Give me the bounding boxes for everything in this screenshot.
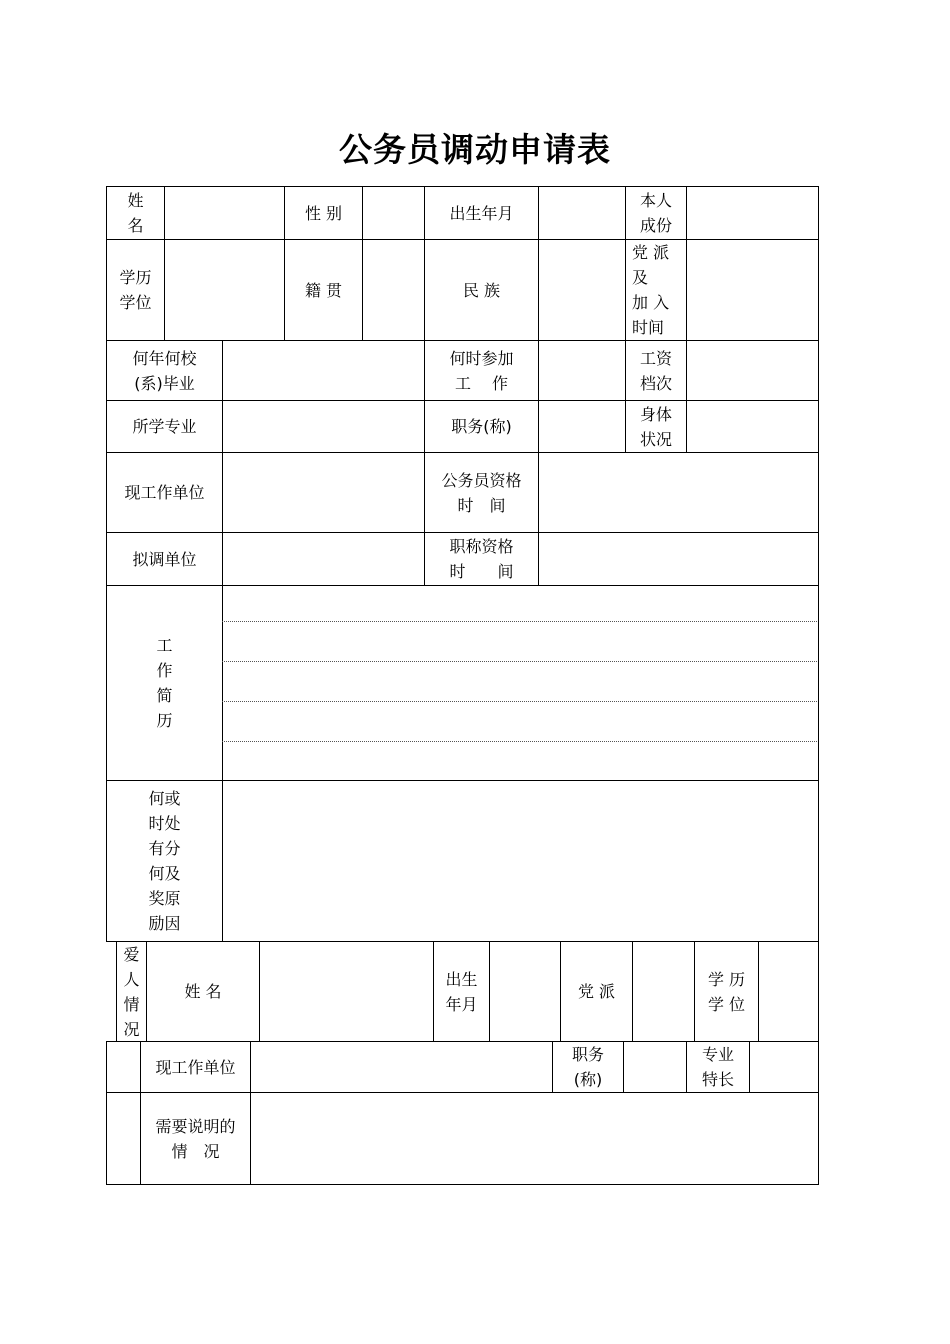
position-field[interactable] [538, 400, 626, 453]
title-qualification-time-field[interactable] [538, 532, 819, 586]
label-work-start: 何时参加 工 作 [424, 340, 539, 401]
label-spouse-unit: 现工作单位 [140, 1041, 251, 1093]
work-resume-field[interactable] [222, 585, 819, 781]
label-spouse-specialty: 专业 特长 [686, 1041, 750, 1093]
resume-line [222, 661, 817, 662]
education-field[interactable] [164, 239, 285, 341]
label-position: 职务(称) [424, 400, 539, 453]
name-field[interactable] [164, 186, 285, 240]
label-education: 学历 学位 [106, 239, 165, 341]
major-field[interactable] [222, 400, 425, 453]
label-name: 姓 名 [106, 186, 165, 240]
label-health: 身体 状况 [625, 400, 687, 453]
label-title-qualification-time: 职称资格 时 间 [424, 532, 539, 586]
label-spouse: 爱 人 情 况 [116, 941, 147, 1042]
resume-line [222, 701, 817, 702]
graduation-field[interactable] [222, 340, 425, 401]
notes-spacer-cell [106, 1092, 141, 1185]
label-spouse-position: 职务 (称) [552, 1041, 624, 1093]
awards-punishments-field[interactable] [222, 780, 819, 942]
salary-grade-field[interactable] [686, 340, 819, 401]
native-place-field[interactable] [362, 239, 425, 341]
form-title: 公务员调动申请表 [339, 130, 611, 169]
label-major: 所学专业 [106, 400, 223, 453]
label-spouse-party: 党 派 [560, 941, 633, 1042]
label-gender: 性 别 [284, 186, 363, 240]
civil-servant-time-field[interactable] [538, 452, 819, 533]
label-spouse-education: 学 历 学 位 [694, 941, 759, 1042]
gender-field[interactable] [362, 186, 425, 240]
resume-line [222, 621, 817, 622]
label-salary-grade: 工资 档次 [625, 340, 687, 401]
spouse-position-field[interactable] [623, 1041, 687, 1093]
label-target-unit: 拟调单位 [106, 532, 223, 586]
current-unit-field[interactable] [222, 452, 425, 533]
work-start-field[interactable] [538, 340, 626, 401]
party-field[interactable] [686, 239, 819, 341]
birth-date-field[interactable] [538, 186, 626, 240]
label-civil-servant-time: 公务员资格 时 间 [424, 452, 539, 533]
label-graduation: 何年何校 (系)毕业 [106, 340, 223, 401]
label-spouse-birth: 出生 年月 [433, 941, 490, 1042]
target-unit-field[interactable] [222, 532, 425, 586]
label-native-place: 籍 贯 [284, 239, 363, 341]
label-work-resume: 工 作 简 历 [106, 585, 223, 781]
spouse-education-field[interactable] [758, 941, 819, 1042]
notes-field[interactable] [250, 1092, 819, 1185]
spouse-party-field[interactable] [632, 941, 695, 1042]
label-spouse-name: 姓 名 [146, 941, 260, 1042]
label-ethnicity: 民 族 [424, 239, 539, 341]
label-personal-status: 本人 成份 [625, 186, 687, 240]
resume-line [222, 741, 817, 742]
label-notes: 需要说明的 情 况 [140, 1092, 251, 1185]
ethnicity-field[interactable] [538, 239, 626, 341]
spouse-unit-field[interactable] [250, 1041, 553, 1093]
spouse-spacer-cell [106, 1041, 141, 1093]
spouse-specialty-field[interactable] [749, 1041, 819, 1093]
label-current-unit: 现工作单位 [106, 452, 223, 533]
label-awards-punishments: 何或 时处 有分 何及 奖原 励因 [106, 780, 223, 942]
spouse-name-field[interactable] [259, 941, 434, 1042]
label-birth-date: 出生年月 [424, 186, 539, 240]
spouse-birth-field[interactable] [489, 941, 561, 1042]
label-party: 党 派 及 加 入 时间 [625, 239, 687, 341]
health-field[interactable] [686, 400, 819, 453]
personal-status-field[interactable] [686, 186, 819, 240]
